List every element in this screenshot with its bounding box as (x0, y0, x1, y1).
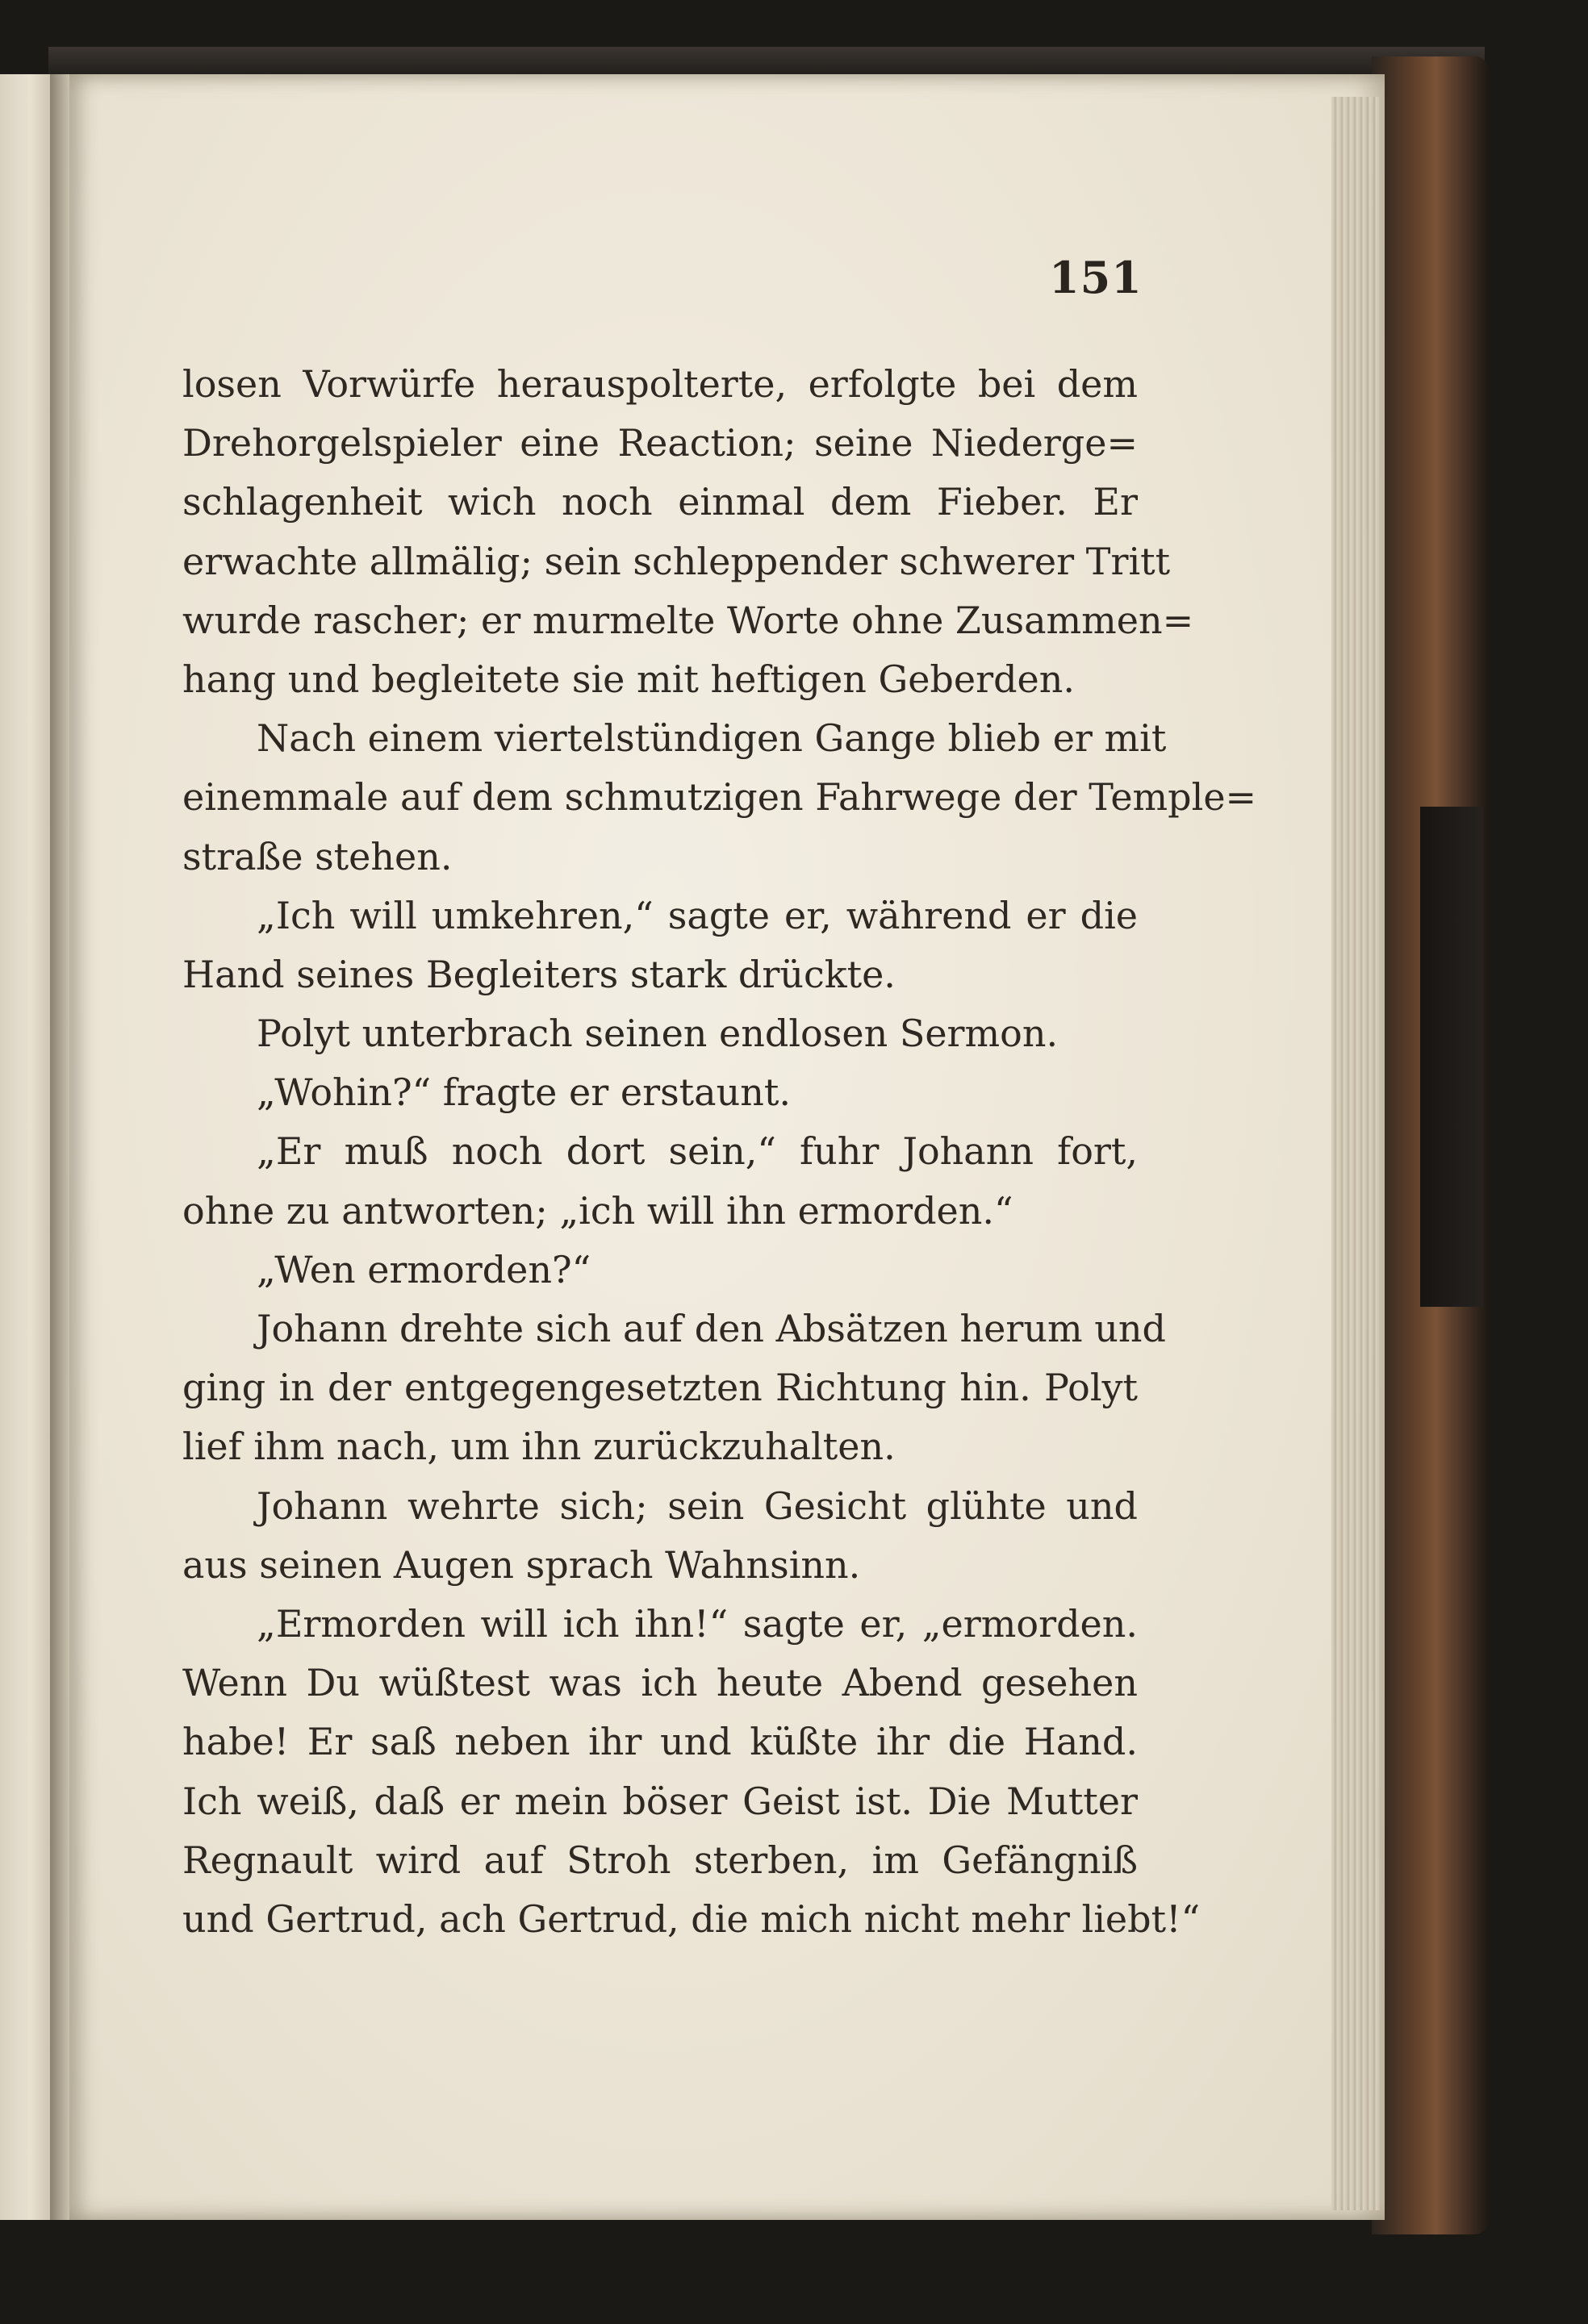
text-line: straße stehen. (182, 834, 453, 878)
text-line: „Wohin?“ fragte er erstaunt. (257, 1070, 791, 1115)
text-line: Johann drehte sich auf den Absätzen herum und (257, 1307, 1166, 1350)
text-line: aus seinen Augen sprach Wahnsinn. (182, 1542, 861, 1587)
text-line: Johann wehrte sich; sein Gesicht glühte und (257, 1483, 1138, 1528)
text-line: „Wen ermorden?“ (257, 1247, 591, 1291)
text-line: Hand seines Begleiters stark drückte. (182, 952, 896, 996)
text-line: ohne zu antworten; „ich will ihn ermorden.“ (182, 1188, 1013, 1233)
text-line: „Ermorden will ich ihn!“ sagte er, „ermorden. (257, 1601, 1138, 1646)
text-line: schlagenheit wich noch einmal dem Fieber. Er (182, 480, 1138, 524)
text-line: „Er muß noch dort sein,“ fuhr Johann fort, (257, 1129, 1138, 1174)
book-gutter (50, 74, 69, 2220)
text-line: habe! Er saß neben ihr und küßte ihr die Hand. (182, 1720, 1138, 1764)
text-line: lief ihm nach, um ihn zurückzuhalten. (182, 1425, 896, 1469)
text-line: Wenn Du wüßtest was ich heute Abend gesehen (182, 1661, 1138, 1705)
text-line: erwachte allmälig; sein schleppender schwerer Tritt (182, 539, 1171, 583)
page-body-text (182, 355, 1257, 1949)
text-line: Ich weiß, daß er mein böser Geist ist. Die Mutter (182, 1779, 1138, 1823)
text-line: Nach einem viertelstündigen Gange blieb er mit (257, 716, 1167, 761)
text-line: ging in der entgegengesetzten Richtung hin. Polyt (182, 1366, 1138, 1410)
book-cover-patch (1420, 807, 1483, 1307)
text-line: „Ich will umkehren,“ sagte er, während er die (257, 893, 1138, 937)
page-number: 151 (1049, 252, 1143, 303)
text-line: Polyt unterbrach seinen endlosen Sermon. (257, 1012, 1059, 1056)
text-line: Drehorgelspieler eine Reaction; seine Niederge= (182, 421, 1138, 465)
facing-page (0, 74, 52, 2220)
text-line: einemmale auf dem schmutzigen Fahrwege der Temple= (182, 775, 1257, 820)
page-edges (1331, 97, 1380, 2210)
text-line: und Gertrud, ach Gertrud, die mich nicht mehr liebt!“ (182, 1896, 1201, 1941)
text-line: wurde rascher; er murmelte Worte ohne Zusammen= (182, 598, 1194, 642)
text-line: hang und begleitete sie mit heftigen Geberden. (182, 657, 1075, 701)
text-line: losen Vorwürfe herauspolterte, erfolgte bei dem (182, 362, 1138, 406)
text-line: Regnault wird auf Stroh sterben, im Gefängniß (182, 1838, 1138, 1882)
